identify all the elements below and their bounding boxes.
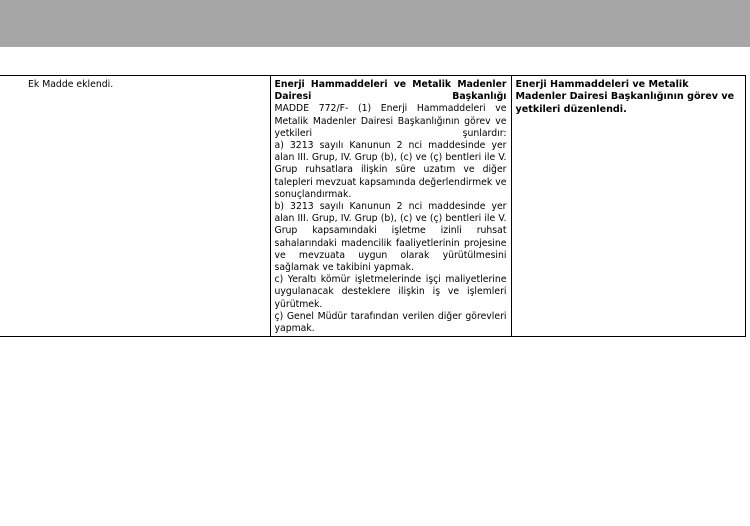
article-item-c-cedilla: ç) Genel Müdür tarafından verilen diğer görevleri yapmak. xyxy=(274,310,507,335)
reason-cell xyxy=(511,76,745,337)
article-intro: MADDE 772/F- (1) Enerji Hammaddeleri ve Metalik Madenler Dairesi Başkanlığının görev ve yetkileri şunlardır: xyxy=(274,103,507,139)
change-table xyxy=(0,75,746,337)
article-item-a: a) 3213 sayılı Kanunun 2 nci maddesinde yer alan III. Grup, IV. Grup (b), (c) ve (ç) bentleri ile V. Grup ruhsatlara ilişkin süre uzatım ve diğer talepleri mevzuat kapsamında değerlendirmek ve sonuçlandırmak. xyxy=(274,140,507,200)
change-note-cell xyxy=(0,76,270,337)
reason-text: Enerji Hammaddeleri ve Metalik Madenler Dairesi Başkanlığının görev ve yetkileri düzenlendi. xyxy=(515,79,735,115)
article-item-c: c) Yeraltı kömür işletmelerinde işçi maliyetlerine uygulanacak desteklere ilişkin iş ve işlemleri yürütmek. xyxy=(274,274,507,310)
article-item-b: b) 3213 sayılı Kanunun 2 nci maddesinde yer alan III. Grup, IV. Grup (b), (c) ve (ç) bentleri ile V. Grup kapsamındaki işletme izinli ruhsat sahalarındaki madencilik faaliyetlerinin projesine ve mevzuata uygun olarak yürütülmesini sağlamak ve takibini yapmak. xyxy=(274,201,507,274)
table-row xyxy=(0,76,745,337)
article-heading: Enerji Hammaddeleri ve Metalik Madenler Dairesi Başkanlığı xyxy=(274,79,507,103)
top-header-bar xyxy=(0,0,750,47)
change-note-text: Ek Madde eklendi. xyxy=(28,79,114,90)
new-text-cell xyxy=(270,76,511,337)
